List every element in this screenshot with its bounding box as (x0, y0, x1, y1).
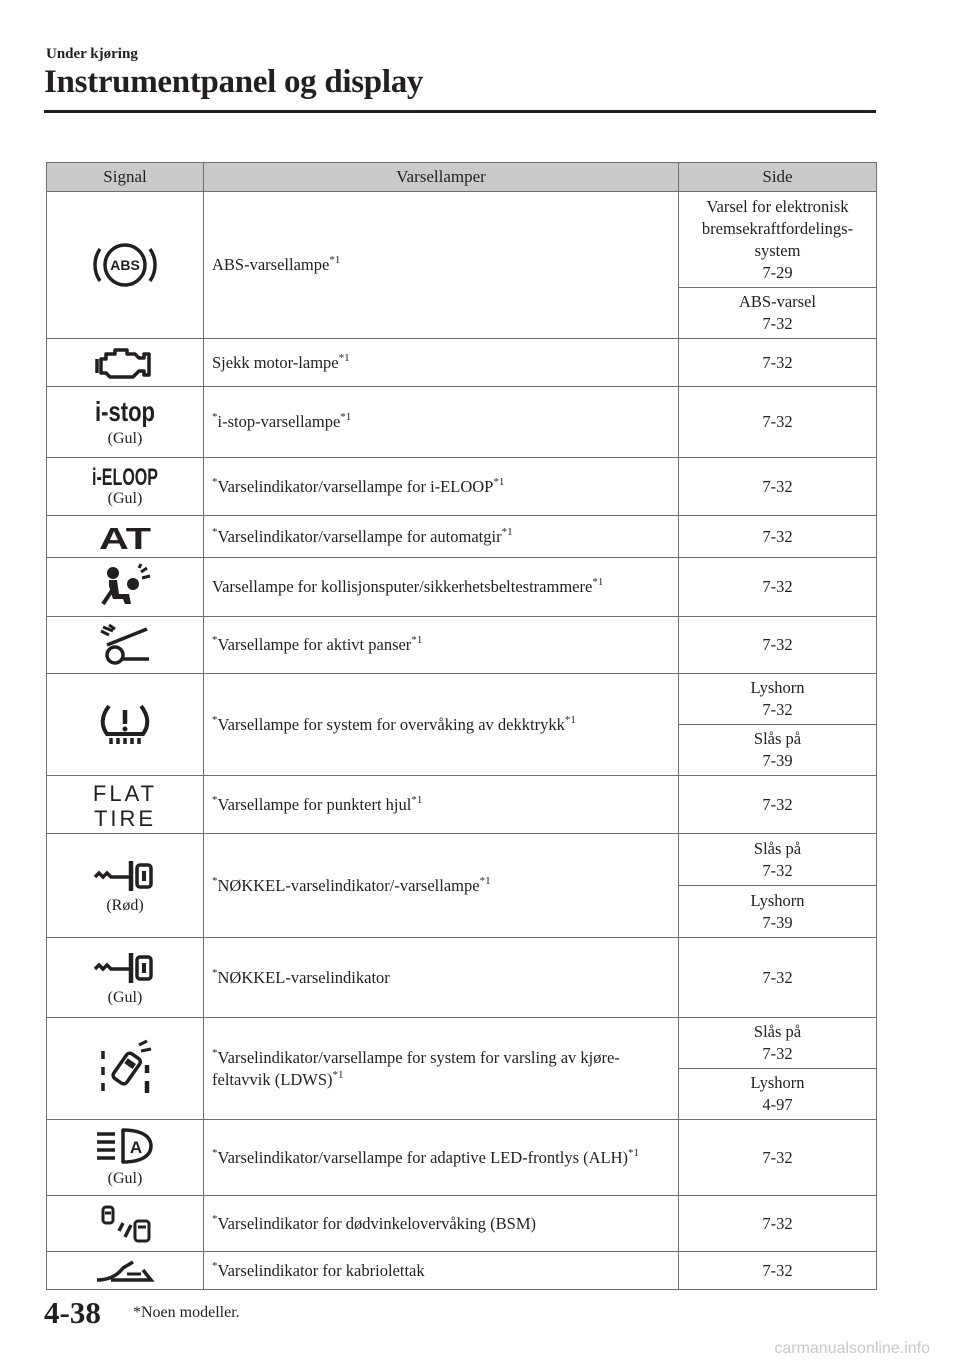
row-name: Varselindikator for kabriolettak (217, 1260, 425, 1280)
side-cell: 7-32 (679, 938, 877, 1018)
color-label: (Gul) (107, 988, 143, 1006)
signal-cell (47, 458, 204, 516)
side-cell: 7-32 (679, 1120, 877, 1196)
row-name: Varselindikator/varsellampe for automatgir (217, 526, 502, 546)
model-mark: * (212, 713, 218, 726)
row-name: ABS-varsellampe (212, 255, 330, 274)
side-cell (679, 288, 877, 339)
side-cell (679, 725, 877, 776)
name-cell (204, 387, 679, 458)
side-page: 7-32 (762, 700, 793, 719)
name-cell (204, 938, 679, 1018)
i-eloop-icon (90, 463, 160, 491)
name-cell (204, 834, 679, 938)
adaptive-headlight-icon (93, 1126, 157, 1168)
footnote-mark: *1 (493, 475, 505, 488)
name-cell (204, 1120, 679, 1196)
table-row (47, 192, 877, 288)
footnote-mark: *1 (501, 525, 513, 538)
side-cell (679, 674, 877, 725)
footnote-mark: *1 (592, 576, 604, 588)
section-label: Under kjøring (46, 46, 138, 62)
color-label: (Gul) (107, 430, 143, 447)
model-mark: * (212, 1259, 218, 1272)
row-name: Varsellampe for punktert hjul (217, 794, 412, 814)
side-cell (679, 834, 877, 886)
check-engine-icon (95, 345, 155, 381)
table-row (47, 387, 877, 458)
signal-cell (47, 339, 204, 387)
title-rule (44, 110, 876, 113)
model-mark: * (212, 1212, 218, 1225)
table-row (47, 1120, 877, 1196)
table-header-row (47, 163, 877, 192)
name-cell (204, 339, 679, 387)
side-page: 4-97 (762, 1095, 793, 1114)
footnote-mark: *1 (338, 351, 350, 364)
side-label: Lyshorn (750, 678, 805, 697)
footnote-mark: *1 (628, 1146, 640, 1159)
model-mark: * (212, 1046, 218, 1059)
name-cell (204, 458, 679, 516)
row-name: NØKKEL-varselindikator (217, 967, 390, 987)
signal-cell (47, 1018, 204, 1120)
side-cell (679, 886, 877, 938)
side-label: ABS-varsel (739, 292, 816, 311)
table-row (47, 558, 877, 617)
key-amber-icon (93, 947, 157, 987)
airbag-icon (95, 564, 155, 610)
side-cell: 7-32 (679, 387, 877, 458)
i-stop-icon (92, 394, 158, 428)
table-row (47, 1196, 877, 1252)
signal-cell (47, 1120, 204, 1196)
footnote-mark: *1 (564, 713, 576, 726)
model-mark: * (212, 966, 218, 979)
side-label: Slås på (753, 729, 802, 748)
watermark: carmanualsonline.info (774, 1340, 930, 1357)
side-label: Slås på (753, 838, 802, 858)
blind-spot-icon (95, 1205, 155, 1243)
signal-cell (47, 1252, 204, 1290)
side-label: Lyshorn (750, 890, 805, 910)
table-row (47, 938, 877, 1018)
side-cell: 7-32 (679, 617, 877, 674)
side-label: Varsel for elektronisk bremsekraftfordelings-system (701, 196, 854, 260)
side-cell: 7-32 (679, 1196, 877, 1252)
signal-cell (47, 617, 204, 674)
footnote-mark: *1 (411, 634, 423, 646)
side-cell (679, 1069, 877, 1120)
side-cell (679, 192, 877, 288)
key-red-icon (93, 855, 157, 895)
signal-cell (47, 834, 204, 938)
name-cell (204, 617, 679, 674)
lane-departure-icon (95, 1041, 155, 1097)
row-name: Sjekk motor-lampe (212, 352, 339, 372)
automatic-transmission-icon (97, 520, 153, 556)
table-row (47, 1018, 877, 1069)
header-signal: Signal (47, 163, 204, 192)
signal-cell (47, 516, 204, 558)
table-row (47, 516, 877, 558)
model-mark: * (212, 411, 218, 423)
signal-cell (47, 674, 204, 776)
signal-cell (47, 776, 204, 834)
warning-lights-table (46, 162, 877, 1290)
side-label: Slås på (753, 1022, 802, 1041)
row-name: Varselindikator/varsellampe for system for varsling av kjøre-feltavvik (LDWS) (212, 1047, 620, 1089)
model-mark: * (212, 874, 218, 887)
model-mark: * (212, 1146, 218, 1159)
svg-text:ABS: ABS (110, 257, 140, 273)
signal-cell (47, 558, 204, 617)
name-cell (204, 192, 679, 339)
icon-text: i-ELOOP (92, 463, 158, 491)
icon-text: AT (99, 520, 152, 556)
row-name: Varselindikator for dødvinkelovervåking (BSM) (217, 1213, 536, 1233)
side-cell: 7-32 (679, 776, 877, 834)
model-mark: * (212, 525, 218, 538)
table-row (47, 834, 877, 886)
page-title: Instrumentpanel og display (44, 64, 424, 100)
color-label: (Gul) (107, 489, 143, 507)
footnote-mark: *1 (329, 254, 341, 266)
row-name: Varsellampe for aktivt panser (217, 635, 412, 654)
convertible-top-icon (93, 1258, 157, 1284)
side-cell: 7-32 (679, 558, 877, 617)
footnote-mark: *1 (340, 411, 352, 423)
side-page: 7-32 (762, 1044, 793, 1063)
row-name: i-stop-varsellampe (217, 412, 341, 431)
page-number: 4-38 (44, 1295, 101, 1330)
color-label: (Gul) (107, 1169, 143, 1187)
table-row (47, 339, 877, 387)
side-cell (679, 1018, 877, 1069)
side-page: 7-39 (762, 751, 793, 770)
footnote-mark: *1 (411, 793, 423, 806)
header-side: Side (679, 163, 877, 192)
side-cell: 7-32 (679, 1252, 877, 1290)
model-mark: * (212, 793, 218, 806)
icon-text-1: FLAT (92, 780, 158, 806)
name-cell (204, 558, 679, 617)
footnote-mark: *1 (479, 874, 491, 887)
table-row (47, 617, 877, 674)
side-label: Lyshorn (750, 1073, 805, 1092)
footnote-mark: *1 (332, 1068, 344, 1081)
signal-cell (47, 1196, 204, 1252)
tire-pressure-icon (95, 700, 155, 750)
row-name: Varsellampe for kollisjonsputer/sikkerhetsbeltestrammere (212, 577, 593, 596)
model-mark: * (212, 634, 218, 646)
side-page: 7-32 (762, 314, 793, 333)
table-row (47, 674, 877, 725)
color-label: (Rød) (106, 896, 144, 914)
name-cell (204, 1018, 679, 1120)
row-name: Varselindikator/varsellampe for i-ELOOP (217, 476, 494, 496)
icon-text-2: TIRE (93, 805, 157, 831)
side-page: 7-39 (762, 912, 793, 932)
signal-cell (47, 387, 204, 458)
row-name: NØKKEL-varselindikator/-varsellampe (217, 875, 480, 895)
icon-text: i-stop (95, 396, 155, 427)
name-cell (204, 674, 679, 776)
row-name: Varselindikator/varsellampe for adaptive LED-frontlys (ALH) (217, 1147, 629, 1167)
header-name: Varsellamper (204, 163, 679, 192)
side-cell: 7-32 (679, 339, 877, 387)
abs-warning-icon (92, 239, 158, 291)
name-cell (204, 1196, 679, 1252)
side-cell: 7-32 (679, 458, 877, 516)
signal-cell (47, 938, 204, 1018)
svg-text:A: A (129, 1137, 143, 1157)
signal-cell (47, 192, 204, 339)
model-mark: * (212, 475, 218, 488)
flat-tire-icon (93, 780, 157, 830)
name-cell (204, 1252, 679, 1290)
name-cell (204, 776, 679, 834)
footnote: *Noen modeller. (133, 1304, 240, 1321)
side-page: 7-29 (762, 262, 793, 282)
table-row (47, 776, 877, 834)
table-row (47, 1252, 877, 1290)
active-bonnet-icon (95, 623, 155, 667)
name-cell (204, 516, 679, 558)
side-page: 7-32 (762, 860, 793, 880)
side-cell: 7-32 (679, 516, 877, 558)
table-row (47, 458, 877, 516)
row-name: Varsellampe for system for overvåking av dekktrykk (217, 714, 565, 734)
